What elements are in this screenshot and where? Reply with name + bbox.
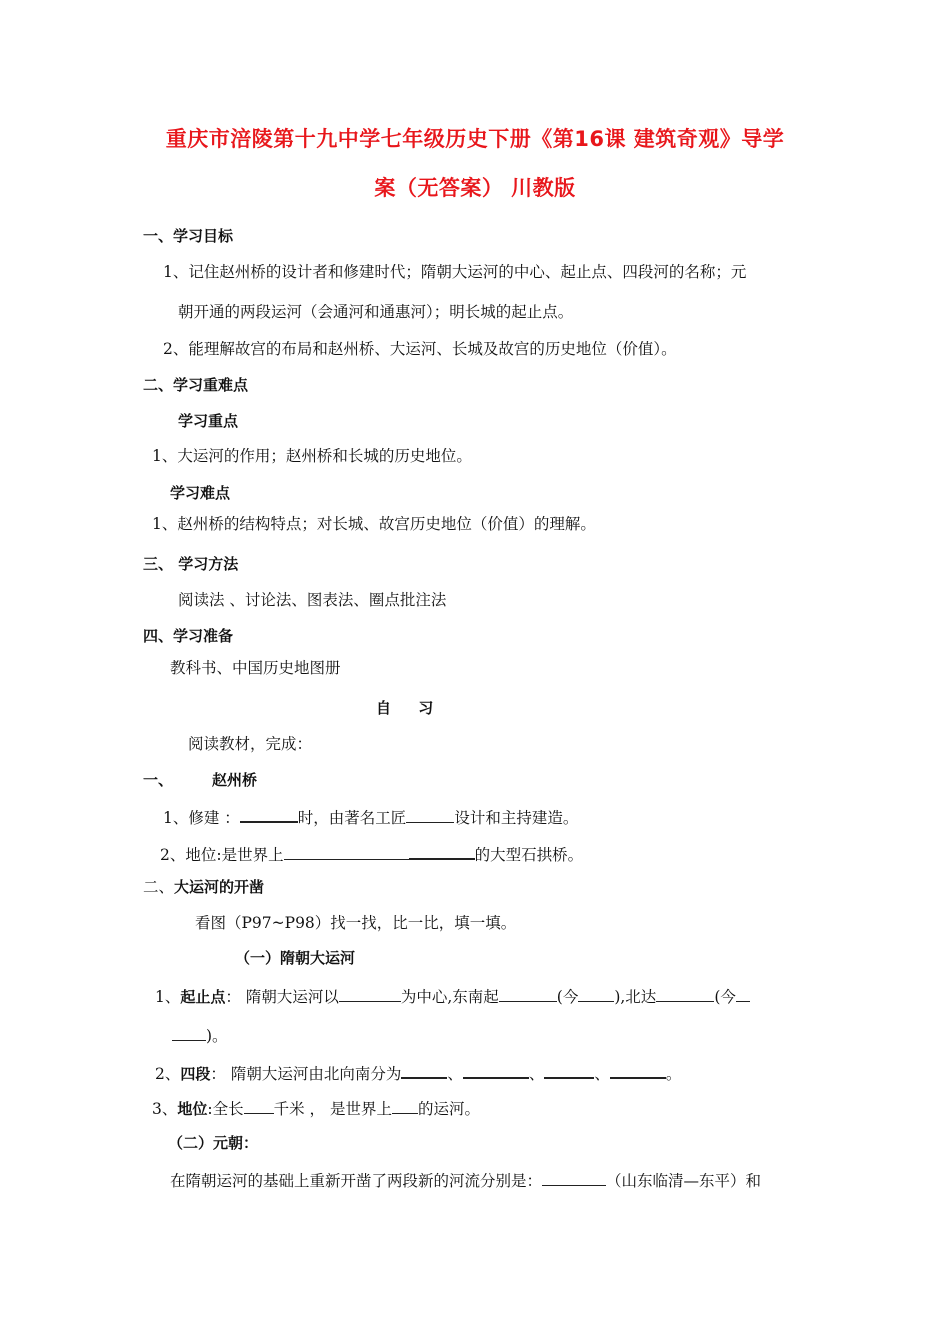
part2-number: 二、 — [143, 878, 175, 896]
self-study-intro: 阅读教材，完成： — [188, 735, 313, 753]
part2-intro: 看图（P97~P98）找一找，比一比，填一填。 — [195, 914, 517, 932]
fill-blank[interactable] — [392, 1097, 418, 1114]
part2-heading: 大运河的开凿 — [174, 878, 265, 896]
section-heading-methods: 三、 学习方法 — [143, 555, 239, 573]
self-study-heading: 自 习 — [376, 699, 434, 717]
item-text: ),北达 — [614, 988, 657, 1006]
item-number: 3、 — [152, 1100, 178, 1118]
item-text: 的大型石拱桥。 — [474, 846, 584, 864]
item-text: 。 — [665, 1065, 682, 1083]
fill-blank[interactable] — [499, 985, 557, 1002]
fill-blank[interactable] — [406, 806, 454, 823]
fill-blank[interactable] — [284, 843, 409, 860]
item-text: (今 — [556, 988, 579, 1006]
goal-item-2: 2、能理解故宫的布局和赵州桥、大运河、长城及故宫的历史地位（价值）。 — [163, 340, 677, 358]
fill-blank[interactable] — [339, 985, 401, 1002]
separator: 、 — [447, 1065, 463, 1083]
separator: 、 — [528, 1065, 545, 1083]
goal-item-1a: 1、记住赵州桥的设计者和修建时代；隋朝大运河的中心、起止点、四段河的名称；元 — [163, 263, 747, 281]
item-text: (今 — [714, 988, 736, 1006]
sui-item-3 — [152, 1097, 480, 1119]
page-title-line1: 重庆市涪陵第十九中学七年级历史下册《第16课 建筑奇观》导学 — [165, 127, 785, 151]
sui-item-1 — [155, 985, 750, 1007]
page-title-line2: 案（无答案） 川教版 — [374, 176, 576, 200]
difficult-item: 1、赵州桥的结构特点；对长城、故宫历史地位（价值）的理解。 — [152, 515, 596, 533]
item-label: 1、修建 ： — [163, 809, 240, 827]
item-label: 四段 — [180, 1065, 211, 1083]
fill-blank[interactable] — [610, 1061, 666, 1079]
preparation-text: 教科书、中国历史地图册 — [170, 659, 341, 677]
item-label: 起止点 — [180, 988, 226, 1006]
subheading-key: 学习重点 — [178, 412, 239, 430]
fill-blank[interactable] — [240, 805, 298, 823]
section-heading-keypoints: 二、学习重难点 — [143, 376, 249, 394]
fill-blank[interactable] — [578, 985, 614, 1002]
subheading-yuan: （二）元朝： — [168, 1134, 259, 1152]
fill-blank[interactable] — [656, 985, 714, 1002]
subheading-difficult: 学习难点 — [170, 484, 231, 502]
fill-blank[interactable] — [409, 842, 475, 860]
item-text: ： 隋朝大运河由北向南分为 — [210, 1065, 402, 1083]
item-text: （山东临清—东平）和 — [606, 1172, 762, 1190]
part2-heading-row — [143, 877, 264, 897]
fill-blank[interactable] — [172, 1024, 206, 1041]
item-text: 时，由著名工匠 — [297, 809, 407, 827]
section-heading-goals: 一、学习目标 — [143, 227, 234, 245]
fill-blank[interactable] — [401, 1061, 447, 1079]
item-label: 2、地位:是世界上 — [160, 846, 284, 864]
key-item: 1、大运河的作用；赵州桥和长城的历史地位。 — [152, 447, 472, 465]
fill-blank[interactable] — [542, 1169, 606, 1186]
separator: 、 — [594, 1065, 610, 1083]
zhaozhou-item-2 — [160, 842, 583, 865]
fill-blank[interactable] — [544, 1061, 594, 1079]
item-text: 的运河。 — [417, 1100, 480, 1118]
fill-blank[interactable] — [463, 1061, 529, 1079]
item-number: 2、 — [155, 1065, 181, 1083]
sui-item-2 — [155, 1061, 681, 1084]
section-heading-preparation: 四、学习准备 — [143, 627, 234, 645]
item-label: 地位 — [177, 1100, 208, 1118]
sui-item-1-cont — [172, 1024, 228, 1046]
fill-blank[interactable] — [736, 985, 750, 1002]
yuan-text — [170, 1169, 761, 1191]
part1-heading: 赵州桥 — [212, 771, 258, 789]
item-text: 设计和主持建造。 — [454, 809, 579, 827]
item-text: 在隋朝运河的基础上重新开凿了两段新的河流分别是： — [170, 1172, 543, 1190]
item-text: 千米 ， 是世界上 — [273, 1100, 392, 1118]
methods-text: 阅读法 、讨论法、图表法、圈点批注法 — [178, 591, 447, 609]
part1-number: 一、 — [143, 771, 174, 789]
item-text: 为中心,东南起 — [400, 988, 499, 1006]
item-text: )。 — [206, 1027, 228, 1045]
item-text: :全长 — [207, 1100, 244, 1118]
item-text: ： 隋朝大运河以 — [225, 988, 339, 1006]
zhaozhou-item-1 — [163, 805, 578, 828]
item-number: 1、 — [155, 988, 181, 1006]
fill-blank[interactable] — [244, 1097, 274, 1114]
subheading-sui-canal: （一）隋朝大运河 — [235, 949, 356, 967]
goal-item-1b: 朝开通的两段运河（会通河和通惠河）；明长城的起止点。 — [178, 303, 574, 321]
